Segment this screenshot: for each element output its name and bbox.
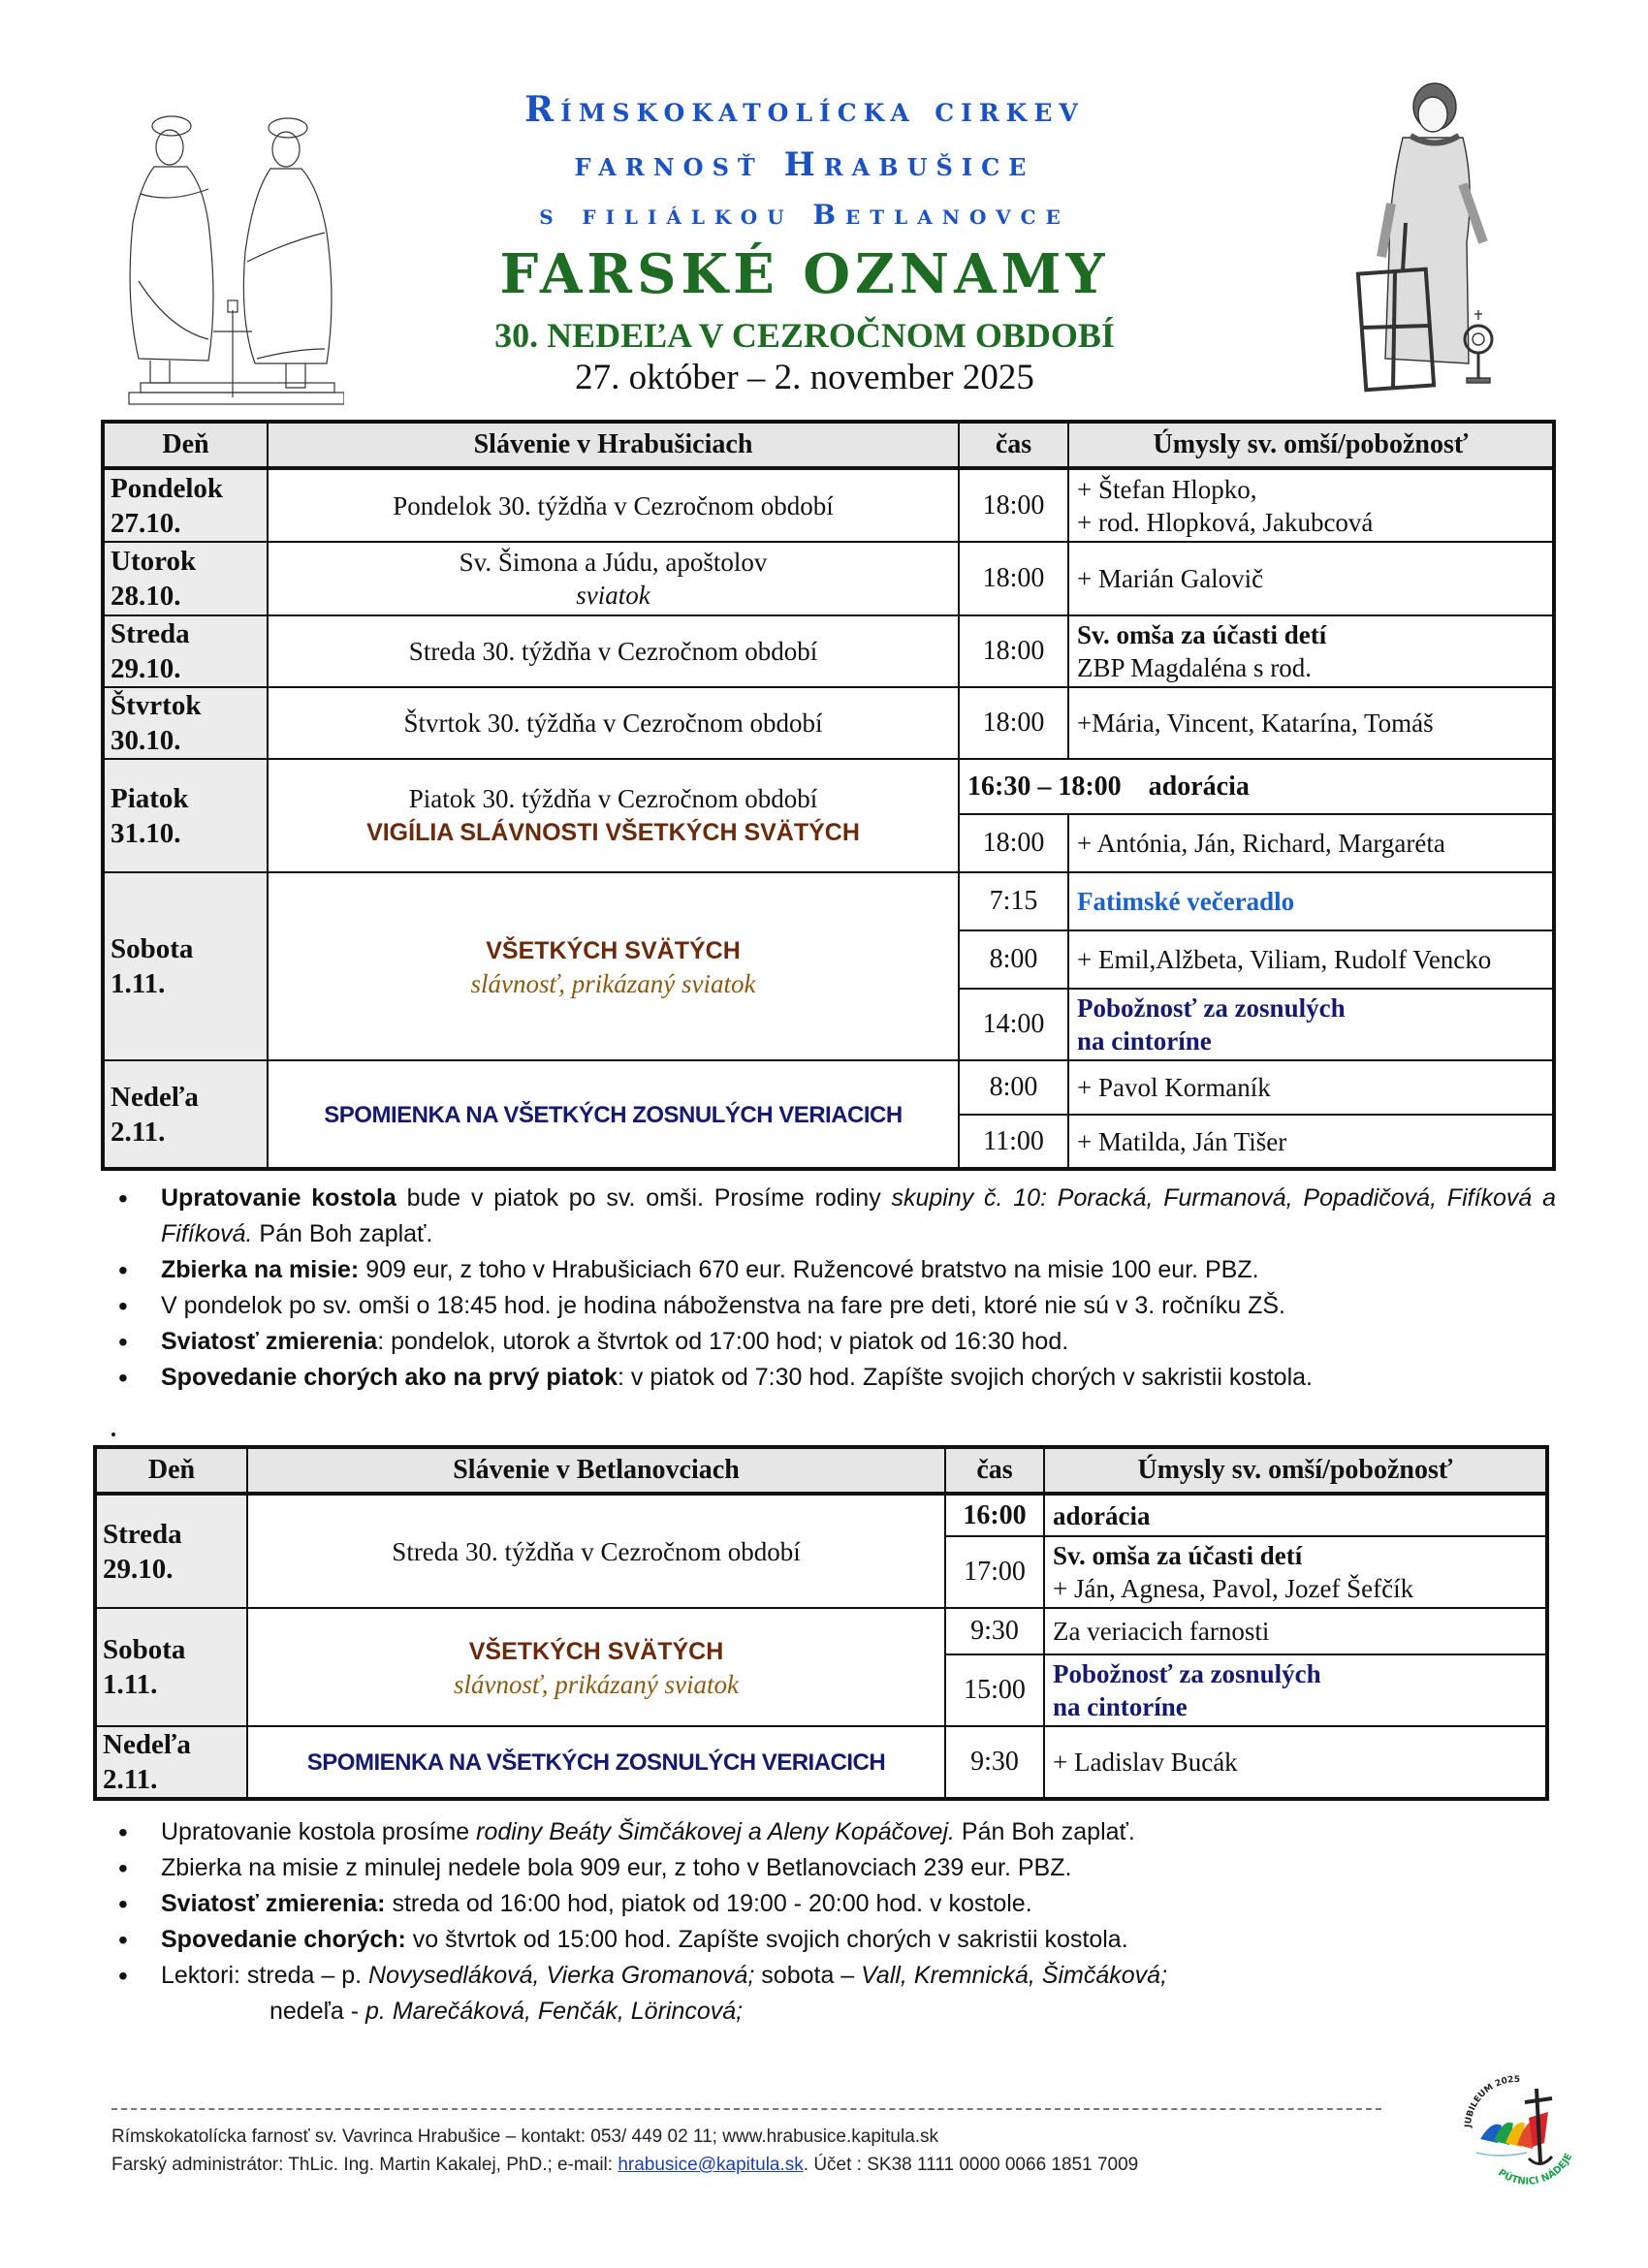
celebration-title: Piatok 30. týždňa v Cezročnom období (408, 784, 818, 813)
intention-line: + rod. Hlopková, Jakubcová (1077, 507, 1374, 537)
adoration-time: 16:30 – 18:00 (967, 771, 1122, 802)
table-row (95, 1608, 1547, 1654)
footer-divider (111, 2108, 1381, 2110)
announcement-text: Lektori: streda – p. (161, 1962, 369, 1989)
adoration-label: adorácia (1148, 771, 1250, 802)
announcement-text: bude v piatok po sv. omši. Prosíme rodiny (396, 1184, 892, 1212)
time-cell: 18:00 (959, 468, 1068, 542)
celebration-title: Sv. Šimona a Júdu, apoštolov (459, 548, 768, 577)
time-cell: 14:00 (959, 989, 1068, 1060)
liturgical-week: 30. NEDEĽA V CEZROČNOM OBDOBÍ (494, 316, 1115, 355)
announcement-text: streda od 16:00 hod, piatok od 19:00 - 20:00 hod. v kostole. (385, 1890, 1032, 1917)
footer-contact: Rímskokatolícka farnosť sv. Vavrinca Hrabušice – kontakt: 053/ 449 02 11; www.hrabusice.kapitula.sk (111, 2126, 939, 2147)
day-date: 2.11. (103, 1764, 158, 1795)
time-cell: 18:00 (959, 687, 1068, 759)
day-name: Piatok (111, 782, 189, 814)
announcement-bold: Upratovanie kostola (161, 1184, 396, 1212)
table-row (103, 872, 1554, 930)
announcement-item (107, 1252, 1556, 1288)
intention-cell (1068, 615, 1554, 687)
announcement-text: 909 eur, z toho v Hrabušiciach 670 eur. Ružencové bratstvo na misie 100 eur. PBZ. (359, 1256, 1259, 1283)
svg-text:JUBILEUM 2025 (1464, 2075, 1520, 2128)
time-cell: 15:00 (945, 1654, 1044, 1726)
table-row (103, 1060, 1554, 1115)
footer-account: . Účet : SK38 1111 0000 0066 1851 7009 (803, 2155, 1139, 2175)
celebration-rank: slávnosť, prikázaný sviatok (453, 1669, 740, 1699)
time-cell: 9:30 (945, 1726, 1044, 1799)
celebration-cell: Streda 30. týždňa v Cezročnom období (268, 615, 959, 687)
logo-top-text: JUBILEUM 2025 (1463, 2074, 1521, 2128)
announcement-item (107, 1324, 1556, 1360)
day-date: 28.10. (111, 581, 181, 612)
intention-cell: + Antónia, Ján, Richard, Margaréta (1068, 814, 1554, 872)
schedule-table-hrabusice (101, 420, 1556, 1171)
jubilee-2025-logo (1459, 2069, 1585, 2186)
celebration-cell: Pondelok 30. týždňa v Cezročnom období (268, 468, 959, 542)
intention-line: + Štefan Hlopko, (1077, 474, 1257, 504)
table-header-row (103, 422, 1554, 468)
day-cell (95, 1494, 247, 1608)
day-name: Pondelok (111, 472, 224, 504)
day-cell (95, 1726, 247, 1799)
announcement-item (107, 1181, 1556, 1252)
celebration-cell: Streda 30. týždňa v Cezročnom období (247, 1494, 945, 1608)
table-row (95, 1726, 1547, 1799)
celebration-title: VŠETKÝCH SVÄTÝCH (468, 1637, 724, 1665)
announcement-bold: Zbierka na misie: (161, 1256, 360, 1283)
intention-cell: adorácia (1044, 1494, 1547, 1536)
day-date: 27.10. (111, 507, 181, 539)
col-header-time: čas (945, 1447, 1044, 1494)
svg-text:PÚTNICI NÁDEJE (1496, 2152, 1574, 2186)
intention-cell: + Marián Galovič (1068, 542, 1554, 615)
celebration-cell (268, 1060, 959, 1169)
filial-name: s filiálkou Betlanovce (539, 199, 1070, 231)
footer (111, 2123, 1138, 2179)
time-cell: 16:00 (945, 1494, 1044, 1536)
table-row (103, 687, 1554, 759)
intention-cell: + Pavol Kormaník (1068, 1060, 1554, 1115)
announcement-bold: Spovedanie chorých: (161, 1926, 406, 1953)
col-header-time: čas (959, 422, 1068, 468)
table-row (103, 615, 1554, 687)
intention-line: + Ján, Agnesa, Pavol, Jozef Šefčík (1053, 1574, 1414, 1603)
announcement-bold: Sviatosť zmierenia (161, 1328, 378, 1355)
announcement-item (107, 1922, 1556, 1958)
intention-cell: + Emil,Alžbeta, Viliam, Rudolf Vencko (1068, 930, 1554, 989)
announcement-item (107, 1814, 1556, 1850)
day-date: 2.11. (111, 1116, 166, 1148)
intention-cell (1044, 1654, 1547, 1726)
announcement-text: Zbierka na misie z minulej nedele bola 909 eur, z toho v Betlanovciach 239 eur. PBZ. (161, 1854, 1072, 1881)
announcement-text: Pán Boh zaplať. (954, 1818, 1135, 1845)
announcement-italic: Novysedláková, Vierka Gromanová; (368, 1962, 755, 1989)
celebration-cell (247, 1726, 945, 1799)
announcement-item (107, 1360, 1556, 1396)
stray-dot (111, 1433, 115, 1436)
table-row (103, 468, 1554, 542)
celebration-cell (268, 872, 959, 1060)
announcement-item (107, 1886, 1556, 1922)
day-date: 29.10. (111, 653, 181, 684)
day-cell (103, 615, 268, 687)
day-date: 1.11. (103, 1669, 158, 1700)
intention-line: ZBP Magdaléna s rod. (1077, 653, 1312, 682)
day-name: Sobota (111, 933, 194, 964)
time-cell: 7:15 (959, 872, 1068, 930)
page-title: FARSKÉ OZNAMY (499, 242, 1110, 306)
time-cell: 18:00 (959, 814, 1068, 872)
logo-side-text: PÚTNICI NÁDEJE (1496, 2152, 1575, 2186)
day-date: 31.10. (111, 817, 181, 849)
col-header-celebration: Slávenie v Betlanovciach (247, 1447, 945, 1494)
col-header-day: Deň (95, 1447, 247, 1494)
footer-admin-text: Farský administrátor: ThLic. Ing. Martin Kakalej, PhD.; e-mail: (111, 2155, 618, 2175)
celebration-cell (247, 1608, 945, 1726)
saints-illustration (111, 107, 344, 407)
day-name: Štvrtok (111, 690, 202, 721)
announcement-text: Pán Boh zaplať. (252, 1220, 433, 1247)
announcement-text: V pondelok po sv. omši o 18:45 hod. je hodina náboženstva na fare pre deti, ktoré nie sú v 3. ročníku ZŠ. (161, 1292, 1285, 1319)
parish-name: farnosť Hrabušice (574, 145, 1035, 184)
announcement-text: sobota – (754, 1962, 862, 1989)
celebration-vigil: VIGÍLIA SLÁVNOSTI VŠETKÝCH SVÄTÝCH (366, 819, 860, 846)
intention-cell: Za veriacich farnosti (1044, 1608, 1547, 1654)
celebration-title: VŠETKÝCH SVÄTÝCH (486, 936, 741, 964)
intention-cell: + Matilda, Ján Tišer (1068, 1115, 1554, 1169)
announcement-italic: Vall, Kremnická, Šimčáková; (861, 1962, 1168, 1989)
announcements-hrabusice (107, 1181, 1556, 1396)
col-header-celebration: Slávenie v Hrabušiciach (268, 422, 959, 468)
announcement-item (107, 1958, 1556, 1994)
table-row (95, 1494, 1547, 1536)
announcement-italic: p. Marečáková, Fenčák, Lörincová; (365, 1998, 744, 2025)
day-date: 29.10. (103, 1553, 174, 1585)
announcement-text: nedeľa - (269, 1998, 366, 2025)
table-header-row (95, 1447, 1547, 1494)
saint-lawrence-illustration (1343, 78, 1507, 407)
col-header-intentions: Úmysly sv. omší/pobožnosť (1068, 422, 1554, 468)
day-name: Sobota (103, 1634, 186, 1665)
day-cell (95, 1608, 247, 1726)
footer-admin (111, 2151, 1138, 2179)
day-name: Streda (103, 1518, 182, 1550)
day-name: Streda (111, 618, 190, 649)
day-cell (103, 759, 268, 872)
intention-cell: +Mária, Vincent, Katarína, Tomáš (1068, 687, 1554, 759)
date-range: 27. október – 2. november 2025 (575, 358, 1034, 397)
announcement-text: vo štvrtok od 15:00 hod. Zapíšte svojich chorých v sakristii kostola. (405, 1926, 1128, 1953)
celebration-rank: sviatok (576, 581, 650, 610)
announcement-item (107, 1288, 1556, 1324)
col-header-day: Deň (103, 422, 268, 468)
announcement-italic: skupiny č. 10: Poracká, Furmanová, Popadičová, Fifíková a Fifíková. (161, 1184, 1557, 1247)
day-cell (103, 687, 268, 759)
day-cell (103, 1060, 268, 1169)
announcement-bold: Sviatosť zmierenia: (161, 1890, 386, 1917)
time-cell: 17:00 (945, 1536, 1044, 1608)
email-link[interactable]: hrabusice@kapitula.sk (618, 2155, 804, 2175)
day-name: Utorok (111, 546, 197, 577)
celebration-title: SPOMIENKA NA VŠETKÝCH ZOSNULÝCH VERIACICH (306, 1749, 886, 1776)
day-name: Nedeľa (103, 1729, 191, 1760)
day-cell (103, 542, 268, 615)
celebration-cell (268, 759, 959, 872)
intention-cell: + Ladislav Bucák (1044, 1726, 1547, 1799)
time-cell: 11:00 (959, 1115, 1068, 1169)
announcement-item (107, 1850, 1556, 1886)
celebration-cell (268, 542, 959, 615)
intention-line: Sv. omša za účasti detí (1053, 1541, 1303, 1570)
day-cell (103, 872, 268, 1060)
day-cell (103, 468, 268, 542)
intention-line: Pobožnosť za zosnulých (1053, 1659, 1321, 1688)
celebration-rank: slávnosť, prikázaný sviatok (470, 968, 756, 998)
intention-cell: Fatimské večeradlo (1068, 872, 1554, 930)
announcement-italic: rodiny Beáty Šimčákovej a Aleny Kopáčovej. (476, 1818, 955, 1845)
celebration-cell: Štvrtok 30. týždňa v Cezročnom období (268, 687, 959, 759)
day-name: Nedeľa (111, 1081, 199, 1113)
announcement-text: Upratovanie kostola prosíme (161, 1818, 477, 1845)
intention-cell (1068, 468, 1554, 542)
announcement-text: : pondelok, utorok a štvrtok od 17:00 hod; v piatok od 16:30 hod. (377, 1328, 1069, 1355)
table-row (103, 759, 1554, 814)
intention-cell (1044, 1536, 1547, 1608)
announcement-item-continuation (107, 1994, 1556, 2030)
table-row (103, 542, 1554, 615)
time-cell: 18:00 (959, 615, 1068, 687)
time-cell: 8:00 (959, 930, 1068, 989)
time-cell: 18:00 (959, 542, 1068, 615)
intention-line: Pobožnosť za zosnulých (1077, 993, 1346, 1023)
announcement-text: : v piatok od 7:30 hod. Zapíšte svojich chorých v sakristii kostola. (617, 1364, 1313, 1391)
church-name: Rímskokatolícka cirkev (524, 89, 1085, 130)
time-cell: 8:00 (959, 1060, 1068, 1115)
col-header-intentions: Úmysly sv. omší/pobožnosť (1044, 1447, 1547, 1494)
time-cell: 9:30 (945, 1608, 1044, 1654)
announcements-betlanovce (107, 1814, 1556, 2030)
intention-cell (1068, 989, 1554, 1060)
day-date: 1.11. (111, 968, 166, 999)
celebration-title: SPOMIENKA NA VŠETKÝCH ZOSNULÝCH VERIACICH (324, 1101, 903, 1128)
adoration-cell (959, 759, 1554, 814)
intention-line: na cintoríne (1053, 1692, 1188, 1721)
announcement-bold: Spovedanie chorých ako na prvý piatok (161, 1364, 618, 1391)
day-date: 30.10. (111, 725, 181, 756)
schedule-table-betlanovce (93, 1445, 1549, 1801)
intention-line: na cintoríne (1077, 1026, 1212, 1055)
intention-line: Sv. omša za účasti detí (1077, 620, 1327, 649)
